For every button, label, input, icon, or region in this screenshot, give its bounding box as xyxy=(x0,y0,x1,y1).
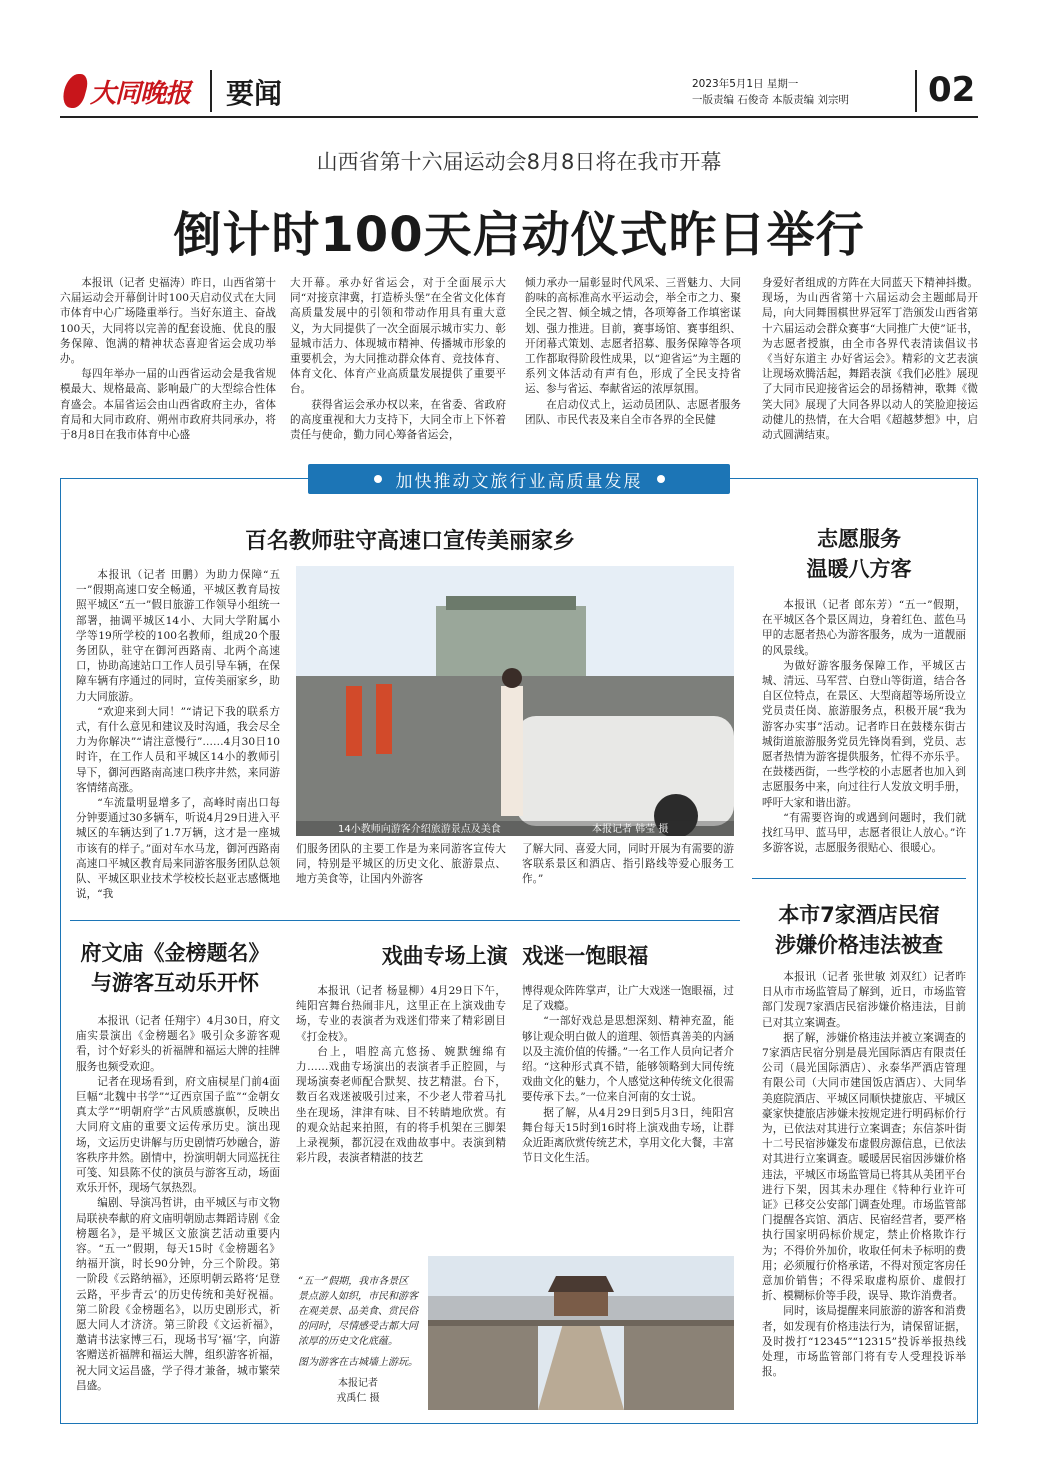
story-para: “欢迎来到大同！”“请记下我的联系方式，有什么意见和建议及时沟通，我会尽全力为你解决”“请注意慢行”……4月30日10时许，在工作人员和平城区14小的教师引导下，御河西路南高速口秩序井然，来同游客情绪高涨。 xyxy=(76,705,280,794)
editor-credit: 一版责编 石俊奇 本版责编 刘宗明 xyxy=(692,94,850,106)
issue-date: 2023年5月1日 星期一 xyxy=(692,78,799,90)
story-para: “车流量明显增多了，高峰时南出口每分钟要通过30多辆车，听说4月29日进入平城区的车辆达到了1.7万辆，这才是一座城市该有的样子。”面对车水马龙，御河西路南高速口平城区教育局来同游客服务团队总领队、平城区职业技术学校校长赵亚志感慨地说，“我 xyxy=(76,797,280,901)
story-para: 同时，该局提醒来同旅游的游客和消费者，如发现有价格违法行为，请保留证据，及时拨打“12345”“12315”投诉举报热线处理，市场监管部门将有专人受理投诉举报。 xyxy=(762,1305,966,1379)
masthead-divider xyxy=(210,70,212,112)
lead-para: 每四年举办一届的山西省运动会是我省规模最大、规格最高、影响最广的大型综合性体育盛会。本届省运会由山西省政府主办，省体育局和大同市政府、朔州市政府共同承办，将于8月8日在我市体育中心盛 xyxy=(60,368,276,442)
lead-para: 获得省运会承办权以来，在省委、省政府的高度重视和大力支持下，大同全市上下怀着责任与使命，勤力同心筹备省运会， xyxy=(290,398,506,442)
bullet-icon xyxy=(374,475,382,483)
story4-title-line2: 与游客互动乐开怀 xyxy=(91,971,259,995)
lead-col-1 xyxy=(60,276,276,443)
story2-title-line1: 志愿服务 xyxy=(817,527,901,551)
story2-body xyxy=(762,598,966,856)
story4-title-line1: 府文庙《金榜题名》 xyxy=(80,941,270,965)
story-para: “一部好戏总是思想深刻、精神充盈，能够让观众明白做人的道理、领悟真善美的内涵以及主流价值的传播。”一名工作人员向记者介绍。“这种形式真不错，能够领略到大同传统戏曲文化的魅力，个人感觉这种传统文化很需要传承下去。”一位来自河南的女士说。 xyxy=(522,1015,734,1104)
lead-para: 在启动仪式上，运动员团队、志愿者服务团队、市民代表及来自全市各界的全民健 xyxy=(525,398,741,426)
photo2-credit2: 戎禹仁 摄 xyxy=(336,1393,380,1404)
story-para: 本报讯（记者 郎东芳）“五一”假期，在平城区各个景区周边，身着红色、蓝色马甲的志愿者热心为游客服务，成为一道靓丽的风景线。 xyxy=(762,599,966,657)
section-label: 要闻 xyxy=(226,77,283,110)
photo2-caption-block xyxy=(298,1274,418,1406)
lead-kicker: 山西省第十六届运动会8月8日将在我市开幕 xyxy=(316,150,722,174)
photo2-image xyxy=(428,1256,734,1410)
story1-photo-caption: 14小教师向游客介绍旅游景点及美食 xyxy=(338,824,501,835)
lead-para: 大开幕。承办好省运会，对于全面展示大同“对接京津冀，打造桥头堡”在全省文化体育高质量发展中的引领和带动作用具有重大意义，为大同提供了一次全面展示城市实力、彰显城市活力、体现城市精神、传播城市形象的重要机会，为大同推动群众体育、竞技体育、体育文化、体育产业高质量发展提供了重要平台。 xyxy=(290,277,506,396)
story-para: 本报讯（记者 田鹏）为助力保障“五一”假期高速口安全畅通，平城区教育局按照平城区“五一”假日旅游工作领导小组统一部署，抽调平城区14小、大同大学附属小学等19所学校的100名教师，组成20个服务团队，驻守在御河西路南、北两个高速口，协助高速站口工作人员引导车辆，在保障车辆有序通过的同时，宣传美丽家乡，助力大同旅游。 xyxy=(76,569,280,703)
story4-body xyxy=(76,1014,280,1394)
lead-para: 本报讯（记者 史福涛）昨日，山西省第十六届运动会开幕倒计时100天启动仪式在大同市体育中心广场隆重举行。当好东道主、奋战100天，大同将以完善的配套设施、优良的服务保障、饱满的精神状态喜迎省运会成功举办。 xyxy=(60,277,276,366)
story2-title xyxy=(752,524,966,584)
masthead-divider-right xyxy=(915,70,917,112)
story-para: 记者在现场看到，府文庙棂星门前4面巨幅“北魏中书学”“辽西京国子监”“金朝女真太学”“明朝府学”古风质感旗帜，反映出大同府文庙的重要文运传承历史。演出现场，文运历史讲解与历史剧情巧妙融合，游客秩序井然。剧情中，扮演明朝大同巡抚往可笺、知县陈不仗的演员与游客互动，场面欢乐开怀，现场气氛热烈。 xyxy=(76,1075,280,1195)
story3-body xyxy=(762,970,966,1380)
divider xyxy=(752,878,966,879)
story3-title-line1: 本市7家酒店民宿 xyxy=(778,903,940,927)
story1-photo xyxy=(296,566,734,836)
photo2-credit1: 本报记者 xyxy=(338,1378,378,1389)
photo2-sub: 图为游客在古城墙上游玩。 xyxy=(298,1357,418,1368)
masthead xyxy=(60,64,978,120)
story-para: 台上，唱腔高亢悠扬、婉默缠绵有力……戏曲专场演出的表演者手正腔圆，与现场演奏老师配合默契、技艺精湛。台下，数百名戏迷被吸引过来，不少老人带着马扎坐在现场，津津有味、目不转睛地欣赏。有的观众站起来拍照，有的将手机架在三脚架上录视频，都沉浸在戏曲故事中。表演到精彩片段，表演者精湛的技艺 xyxy=(296,1045,506,1165)
story3-title-line2: 涉嫌价格违法被查 xyxy=(775,933,943,957)
story-para: 编剧、导演冯哲讲，由平城区与市文物局联袂奉献的府文庙明朝励志舞蹈诗剧《金榜题名》，是平城区文旅演艺活动重要内容。“五一”假期，每天15时《金榜题名》纳福开演，时长90分钟，分三个阶段。第一阶段《云路纳福》，还原明朝云路将‘足登云路，平步青云’的历史传统和美好祝福。第二阶段《金榜题名》，以历史剧形式，祈愿大同人才济济。第三阶段《文运祈福》，邀请书法家博三石，现场书写‘福’字，向游客赠送祈福牌和福运大牌，组织游客祈福，祝大同文运昌盛，学子得才兼备，城市繁荣昌盛。 xyxy=(76,1197,280,1392)
page-number: 02 xyxy=(928,70,976,110)
story-para: 本报讯（记者 杨显柳）4月29日下午，纯阳宫舞台热闹非凡，这里正在上演戏曲专场，专业的表演者为戏迷们带来了精彩剧目《打金枝》。 xyxy=(296,985,506,1043)
masthead-rule xyxy=(60,116,978,118)
divider xyxy=(70,920,740,921)
story1-left-col xyxy=(76,568,280,902)
story-para: 本报讯（记者 张世敏 刘双红）记者昨日从市市场监管局了解到，近日，市场监管部门发现7家酒店民宿涉嫌价格违法，目前已对其立案调查。 xyxy=(762,971,966,1029)
story-para: 为做好游客服务保障工作，平城区古城、清远、马军营、白登山等街道，结合各自区位特点，在景区、大型商超等场所设立党员责任岗、旅游服务点，积极开展“我为游客办实事”活动。记者昨日在鼓楼东街古城街道旅游服务党员先锋岗看到，党员、志愿者热情为游客提供服务，忙得不亦乐乎。在鼓楼西街，一些学校的小志愿者也加入到志愿服务中来，向过往行人发放文明手册，呼吁大家和谐出游。 xyxy=(762,659,966,809)
lead-para: 倾力承办一届彰显时代风采、三晋魅力、大同韵味的高标准高水平运动会，举全市之力、聚全民之智、倾全城之情，各项筹备工作填密谋划、强力推进。目前，赛事场馆、赛事组织、开闭幕式策划、志愿者招募、服务保障等各项工作都取得阶段性成果，以“迎省运”为主题的系列文体活动有声有色，形成了全民支持省运、参与省运、奉献省运的浓厚氛围。 xyxy=(525,277,741,396)
story-para: 们服务团队的主要工作是为来同游客宣传大同，特别是平城区的历史文化、旅游景点、地方美食等，让国内外游客 xyxy=(296,843,506,886)
story5-col-2 xyxy=(522,984,734,1166)
story2-title-line2: 温暖八方客 xyxy=(806,557,912,581)
story-para: “有需要咨询的或遇到问题时，我们就找红马甲、蓝马甲，志愿者很让人放心。”许多游客说，志愿服务很贴心、很暖心。 xyxy=(762,811,966,855)
lead-col-2 xyxy=(290,276,506,443)
story3-title xyxy=(752,900,966,960)
logo-mark-icon xyxy=(59,74,90,108)
story1-title: 百名教师驻守高速口宣传美丽家乡 xyxy=(244,529,575,554)
story1-photo-credit: 本报记者 韩莹 摄 xyxy=(592,824,669,835)
story-para: 据了解，从4月29日到5月3日，纯阳宫舞台每天15时到16时将上演戏曲专场，让群众近距离欣赏传统艺术，享用文化大餐，丰富节日文化生活。 xyxy=(522,1106,734,1165)
story5-title: 戏曲专场上演 戏迷一饱眼福 xyxy=(381,944,649,968)
story1-bottom-mid xyxy=(296,842,506,888)
story-para: 了解大同、喜爱大同，同时开展为有需要的游客联系景区和酒店、指引路线等爱心服务工作。” xyxy=(522,843,734,886)
photo2-illustration xyxy=(428,1256,734,1410)
story-para: 本报讯（记者 任翔宇）4月30日，府文庙实景演出《金榜题名》吸引众多游客观看，讨个好彩头的祈福牌和福运大牌的挂牌服务也频受欢迎。 xyxy=(76,1015,280,1073)
lead-para: 身爱好者组成的方阵在大同蓝天下精神抖擞。现场，为山西省第十六届运动会主题邮局开局，向大同舞围棋世界冠军丁浩颁发山西省第十六届运动会群众赛事“大同推广大使”证书，为志愿者授旗，由全市各界代表清读倡议书《当好东道主 办好省运会》。精彩的文艺表演让现场欢腾活起，舞蹈表演《我们必胜》展现了大同市民迎接省运会的昂扬精神，歌舞《微笑大同》展现了大同各界以动人的笑脸迎接运动健儿的热情，在大合唱《超越梦想》中，启动式圆满结束。 xyxy=(762,277,978,442)
lead-col-3 xyxy=(525,276,741,428)
story5-col-1 xyxy=(296,984,506,1166)
story-para: 据了解，涉嫌价格违法并被立案调查的7家酒店民宿分别是晨光国际酒店有限责任公司（晨光国际酒店）、永泰华严酒店管理有限公司（大同市建国饭店酒店）、大同华美庭院酒店、平城区同顺快捷旅店、平城区豪家快捷旅店涉嫌未按规定进行明码标价行为，已依法对其进行立案调查；东信茶叶街十二号民宿涉嫌发布虚假房源信息，已依法对其进行立案调查。暖暖居民宿因涉嫌价格违法，平城区市场监管局已将其从美团平台进行下架，因其未办理住《特种行业许可证》已移交公安部门调查处理。市场监管部门提醒各宾馆、酒店、民宿经营者，要严格执行国家明码标价规定，禁止价格欺诈行为；不得价外加价，收取任何未予标明的费用；必须履行价格承诺，不得对预定客房任意加价销售；不得采取虚构原价、虚假打折、模糊标价等手段，误导、欺诈消费者。 xyxy=(762,1031,966,1303)
lead-headline: 倒计时100天启动仪式昨日举行 xyxy=(173,207,865,263)
story1-photo-illustration xyxy=(296,566,734,836)
photo2-caption: “五一”假期，我市各景区景点游人如织，市民和游客在观美景、品美食、赏民俗的同时，尽情感受古都大同浓厚的历史文化底蕴。 xyxy=(298,1276,418,1347)
story4-title xyxy=(70,938,280,998)
story-para: 博得观众阵阵掌声，让广大戏迷一饱眼福，过足了戏瘾。 xyxy=(522,985,734,1013)
bullet-icon xyxy=(657,475,665,483)
feature-banner-text: 加快推动文旅行业高质量发展 xyxy=(395,471,643,492)
story1-bottom-right xyxy=(522,842,734,888)
feature-banner xyxy=(308,464,730,494)
logo-text: 大同晚报 xyxy=(90,78,191,109)
lead-col-4 xyxy=(762,276,978,443)
logo xyxy=(64,70,194,112)
